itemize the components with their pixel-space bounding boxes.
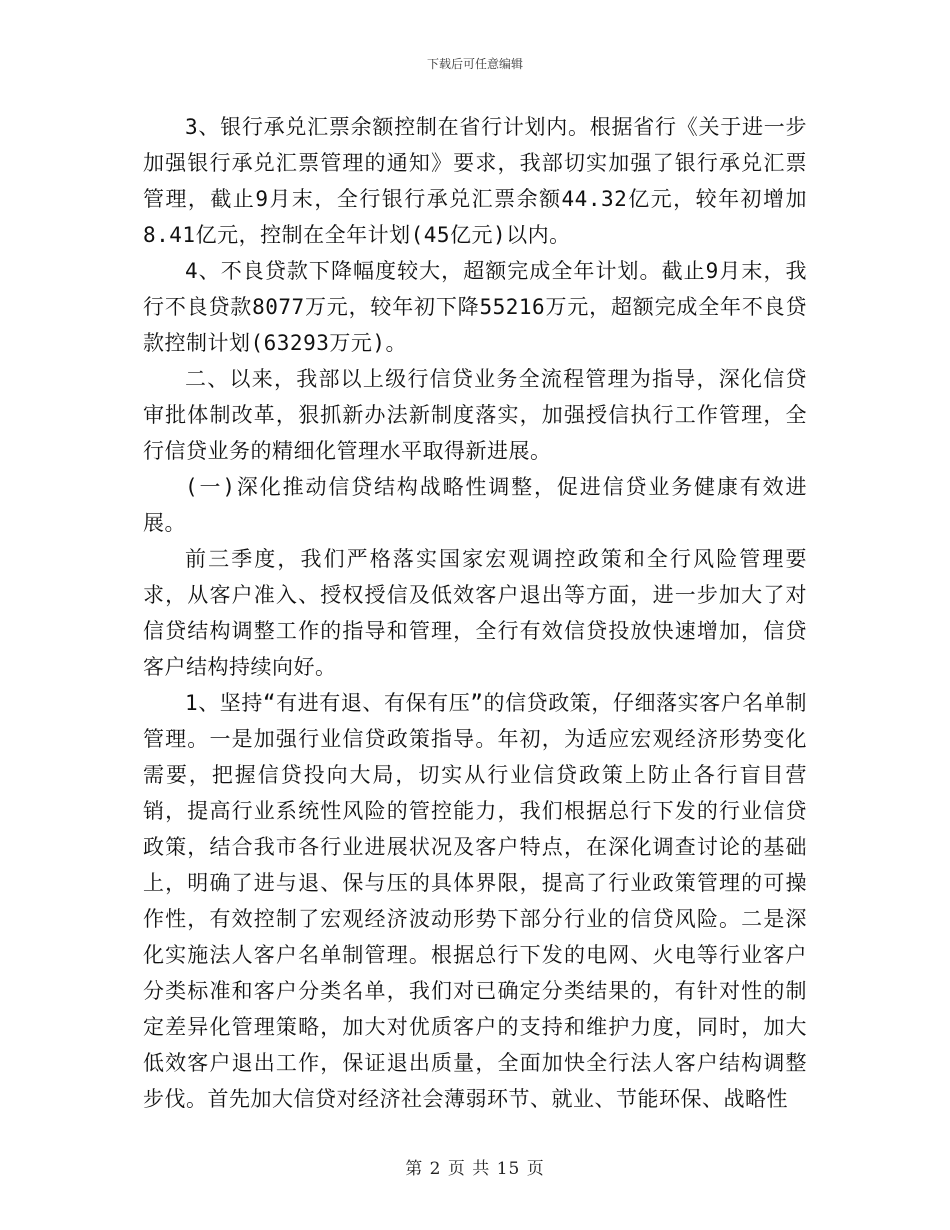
paragraph-nonperforming-loans: 4、不良贷款下降幅度较大，超额完成全年计划。截止9月末，我行不良贷款8077万元，较年初下降55216万元，超额完成全年不良贷款控制计划(63293万元)。 — [143, 259, 807, 355]
paragraph-first-three-quarters: 前三季度，我们严格落实国家宏观调控政策和全行风险管理要求，从客户准入、授权授信及低效客户退出等方面，进一步加大了对信贷结构调整工作的指导和管理，全行有效信贷投放快速增加，信贷客户结构持续向好。 — [143, 547, 807, 679]
page-header: 下载后可任意编辑 — [426, 57, 523, 71]
paragraph-acceptance-bills: 3、银行承兑汇票余额控制在省行计划内。根据省行《关于进一步加强银行承兑汇票管理的通知》要求，我部切实加强了银行承兑汇票管理，截止9月末，全行银行承兑汇票余额44.32亿元，较年初增加8.41亿元，控制在全年计划(45亿元)以内。 — [143, 115, 807, 247]
page-number: 第 2 页 共 15 页 — [405, 1159, 545, 1179]
paragraph-credit-policy: 1、坚持“有进有退、有保有压”的信贷政策，仔细落实客户名单制管理。一是加强行业信贷政策指导。年初，为适应宏观经济形势变化需要，把握信贷投向大局，切实从行业信贷政策上防止各行盲目营销，提高行业系统性风险的管控能力，我们根据总行下发的行业信贷政策，结合我市各行业进展状况及客户特点，在深化调查讨论的基础上，明确了进与退、保与压的具体界限，提高了行业政策管理的可操作性，有效控制了宏观经济波动形势下部分行业的信贷风险。二是深化实施法人客户名单制管理。根据总行下发的电网、火电等行业客户分类标准和客户分类名单，我们对已确定分类结果的，有针对性的制定差异化管理策略，加大对优质客户的支持和维护力度，同时，加大低效客户退出工作，保证退出质量，全面加快全行法人客户结构调整步伐。首先加大信贷对经济社会薄弱环节、就业、节能环保、战略性 — [143, 691, 807, 1111]
paragraph-subsection-one: (一)深化推动信贷结构战略性调整，促进信贷业务健康有效进展。 — [143, 475, 807, 535]
document-body — [143, 109, 807, 1117]
paragraph-section-two: 二、以来，我部以上级行信贷业务全流程管理为指导，深化信贷审批体制改革，狠抓新办法新制度落实，加强授信执行工作管理，全行信贷业务的精细化管理水平取得新进展。 — [143, 367, 807, 463]
